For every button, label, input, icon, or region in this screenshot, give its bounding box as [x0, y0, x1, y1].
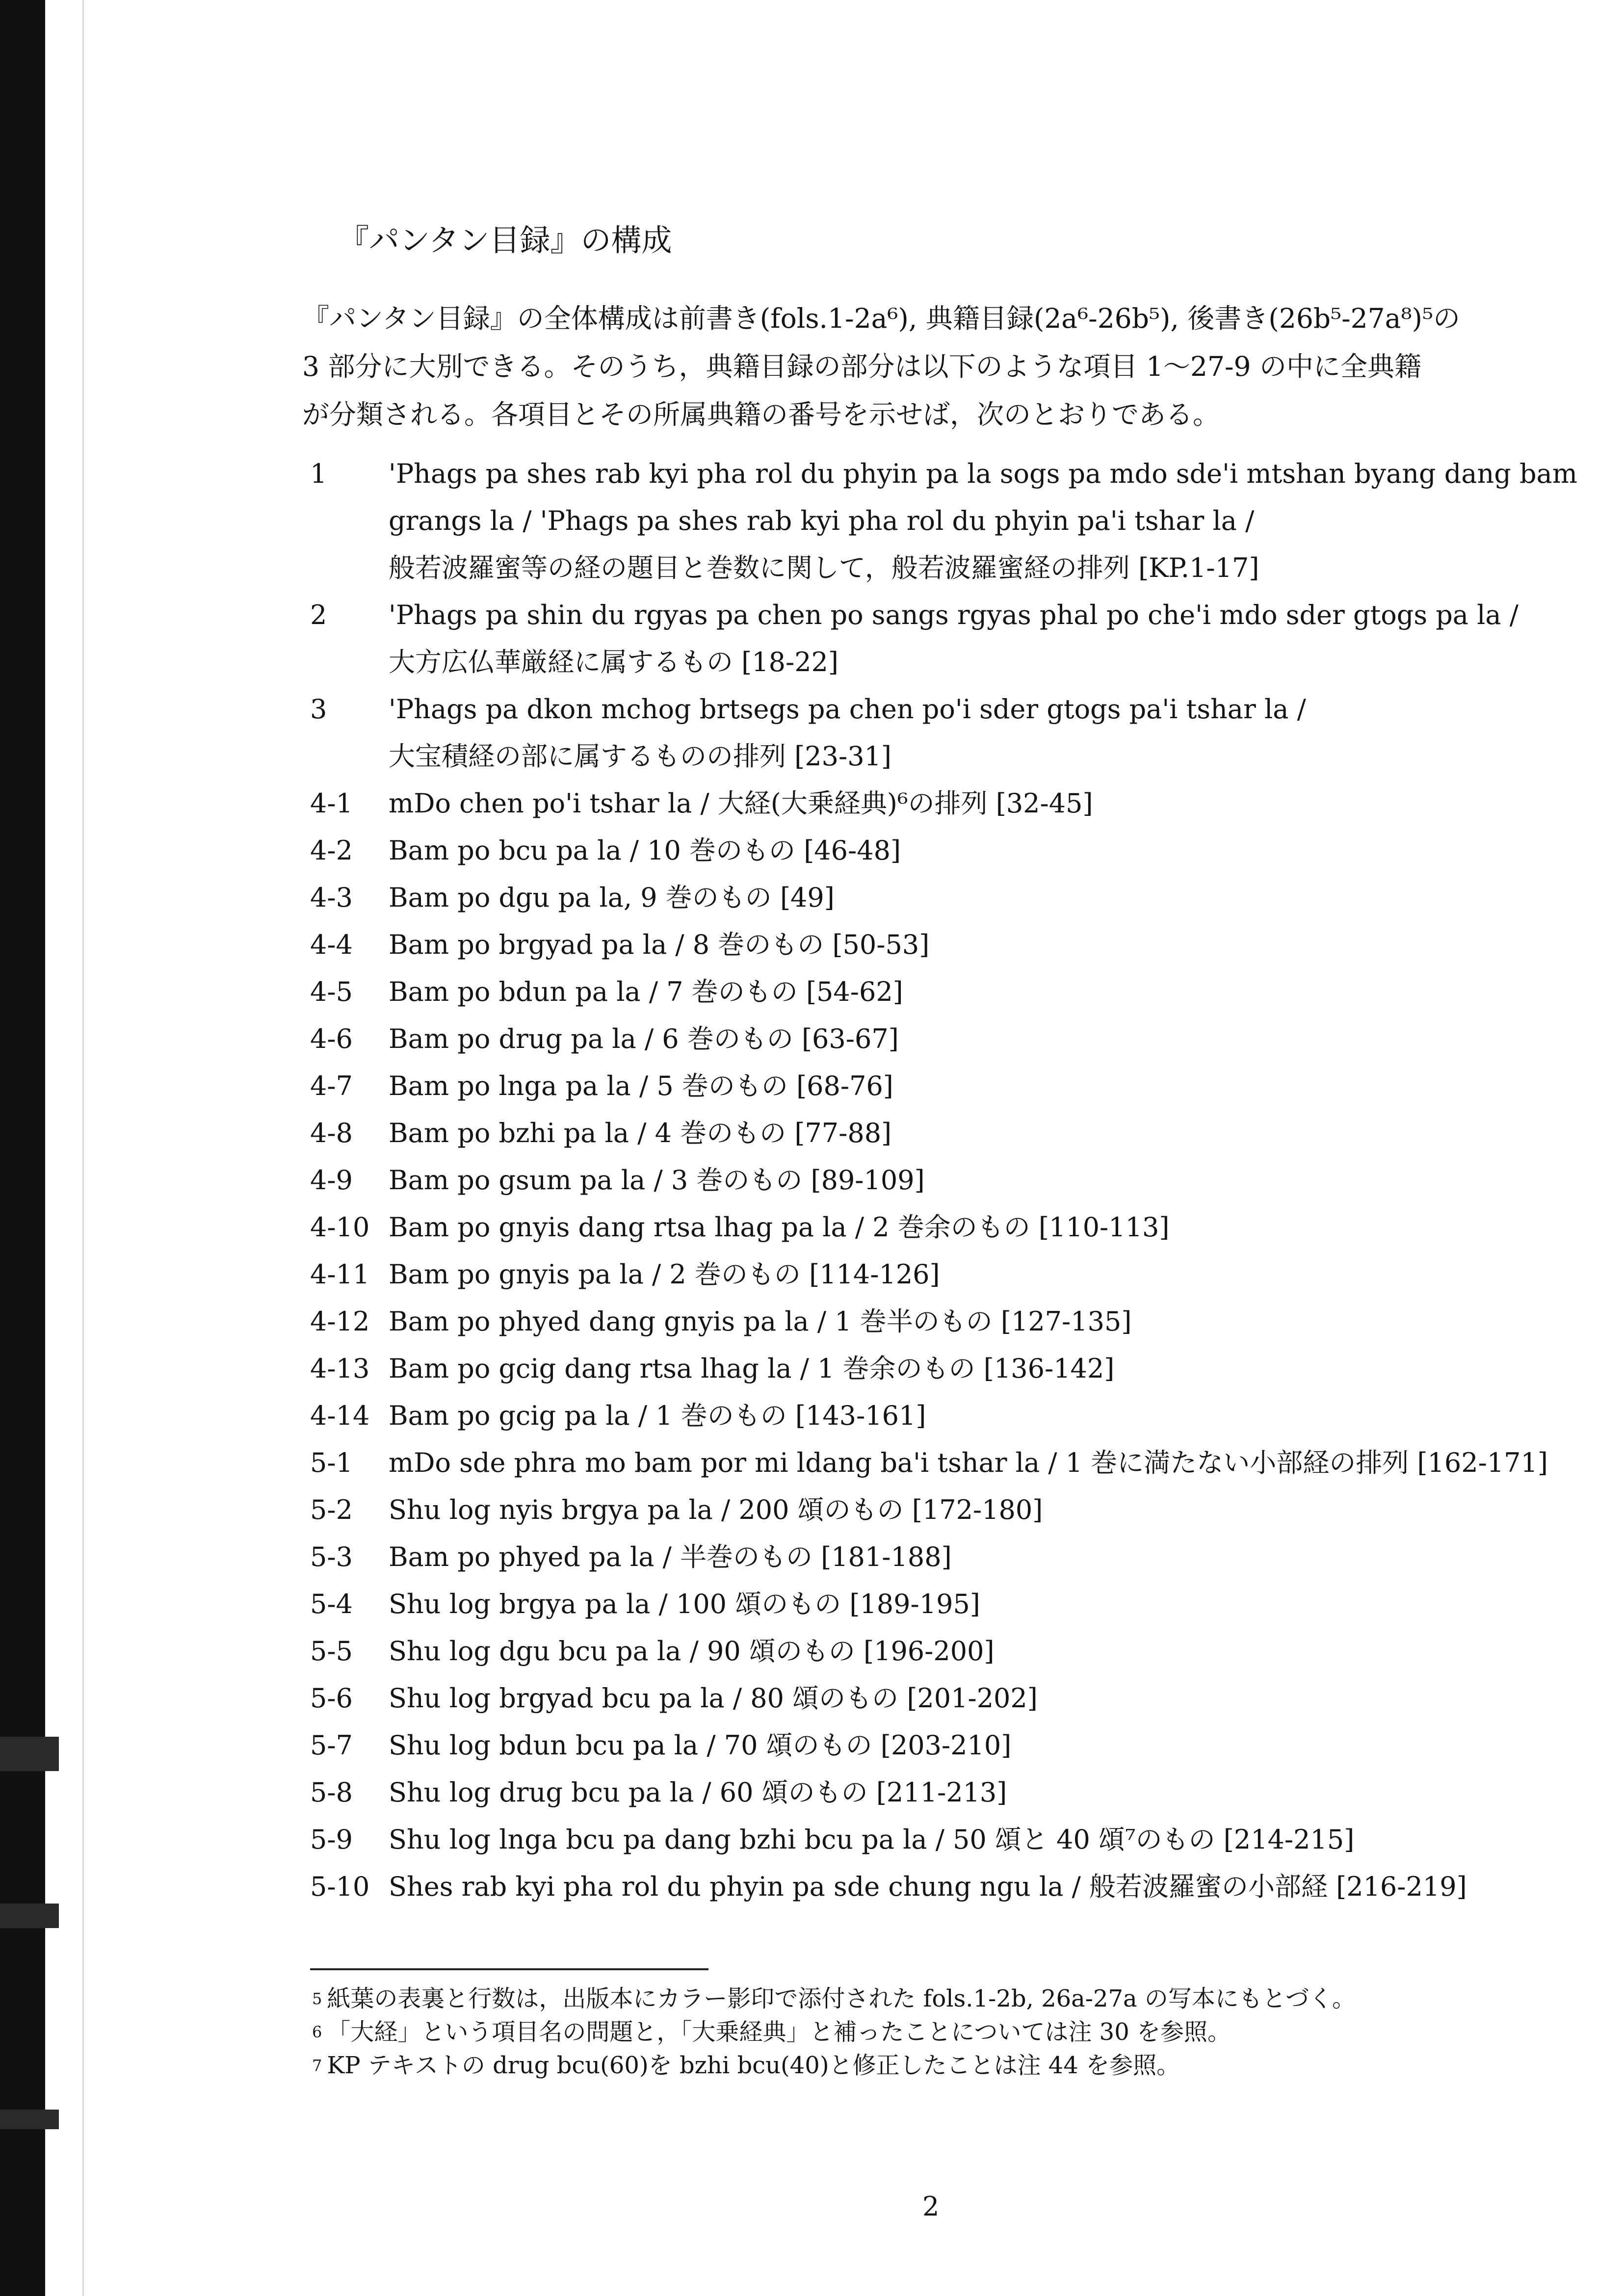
entry-line: Bam po brgyad pa la / 8 巻のもの [50-53] — [389, 929, 930, 960]
entry-number: 4-6 — [310, 1023, 353, 1054]
catalog-entry — [310, 1063, 1546, 1110]
footnote-mark: 5 — [312, 1989, 322, 2008]
catalog-entry — [310, 1016, 1546, 1063]
catalog-entry — [310, 1675, 1546, 1722]
entry-line: Bam po bcu pa la / 10 巻のもの [46-48] — [389, 835, 901, 866]
catalog-entry — [310, 1110, 1546, 1157]
footnote — [312, 1982, 1568, 2015]
entry-number: 5-10 — [310, 1871, 370, 1902]
entry-number: 5-9 — [310, 1824, 353, 1855]
entry-number: 4-14 — [310, 1400, 370, 1431]
scan-mark — [0, 1904, 59, 1928]
catalog-entry — [310, 1534, 1546, 1581]
entry-line: Shu log dgu bcu pa la / 90 頌のもの [196-200] — [389, 1636, 995, 1667]
entry-text — [389, 1204, 1546, 1251]
intro-line: 3 部分に大別できる。そのうち，典籍目録の部分は以下のような項目 1～27-9 の中に全典籍 — [302, 351, 1421, 382]
entry-text — [389, 1534, 1546, 1581]
entry-number: 4-3 — [310, 882, 353, 913]
catalog-entry — [310, 1487, 1546, 1534]
entry-line: Bam po bdun pa la / 7 巻のもの [54-62] — [389, 976, 903, 1007]
scan-mark — [0, 2110, 59, 2129]
entry-text — [389, 1675, 1546, 1722]
catalog-entry — [310, 592, 1546, 686]
entry-line: grangs la / 'Phags pa shes rab kyi pha rol du phyin pa'i tshar la / — [389, 505, 1255, 536]
entry-line: Shu log nyis brgya pa la / 200 頌のもの [172-180] — [389, 1494, 1043, 1525]
entry-text — [389, 1298, 1546, 1345]
catalog-entry — [310, 1769, 1546, 1816]
catalog-entry — [310, 874, 1546, 921]
entry-text — [389, 1628, 1546, 1675]
entry-line: Shu log bdun bcu pa la / 70 頌のもの [203-210] — [389, 1730, 1012, 1761]
catalog-entry — [310, 450, 1577, 592]
footnote-divider — [310, 1968, 708, 1970]
entry-number: 1 — [310, 458, 327, 489]
entry-line: Bam po dgu pa la, 9 巻のもの [49] — [389, 882, 835, 913]
entry-line: Shes rab kyi pha rol du phyin pa sde chung ngu la / 般若波羅蜜の小部経 [216-219] — [389, 1871, 1467, 1902]
entry-line: mDo sde phra mo bam por mi ldang ba'i tshar la / 1 巻に満たない小部経の排列 [162-171] — [389, 1447, 1548, 1478]
entry-number: 4-5 — [310, 976, 353, 1007]
entry-line: Shu log brgyad bcu pa la / 80 頌のもの [201-202] — [389, 1683, 1038, 1714]
entry-text — [389, 1769, 1546, 1816]
entry-number: 4-13 — [310, 1353, 370, 1384]
entry-line: Bam po gnyis dang rtsa lhag pa la / 2 巻余のもの [110-113] — [389, 1212, 1170, 1243]
catalog-entry — [310, 1628, 1546, 1675]
entry-number: 4-7 — [310, 1070, 353, 1101]
catalog-entry — [310, 968, 1546, 1016]
scan-mark — [0, 1737, 59, 1771]
entry-text — [389, 1063, 1546, 1110]
entry-line: Bam po gcig pa la / 1 巻のもの [143-161] — [389, 1400, 926, 1431]
entry-number: 5-8 — [310, 1777, 353, 1808]
catalog-entry — [310, 1581, 1546, 1628]
entry-text — [389, 1487, 1546, 1534]
entry-line: 'Phags pa shin du rgyas pa chen po sangs rgyas phal po che'i mdo sder gtogs pa la / — [389, 600, 1519, 630]
catalog-entry — [310, 1204, 1546, 1251]
entry-text — [389, 1863, 1546, 1910]
footnotes — [312, 1982, 1568, 2082]
entry-line: Bam po phyed dang gnyis pa la / 1 巻半のもの [127-135] — [389, 1306, 1132, 1337]
entry-line: 'Phags pa shes rab kyi pha rol du phyin pa la sogs pa mdo sde'i mtshan byang dang bam — [389, 458, 1577, 489]
entry-line: Shu log drug bcu pa la / 60 頌のもの [211-213] — [389, 1777, 1007, 1808]
intro-line: 『パンタン目録』の全体構成は前書き(fols.1-2a⁶), 典籍目録(2a⁶-26b⁵), 後書き(26b⁵-27a⁸)⁵の — [302, 303, 1461, 334]
catalog-entry — [310, 921, 1546, 968]
entry-text — [389, 1016, 1546, 1063]
entry-number: 4-8 — [310, 1118, 353, 1148]
entry-text — [389, 1157, 1546, 1204]
footnote-text: KP テキストの drug bcu(60)を bzhi bcu(40)と修正したことは注 44 を参照。 — [327, 2052, 1180, 2079]
entry-text — [389, 921, 1546, 968]
footnote-mark: 7 — [312, 2056, 322, 2075]
catalog-entry — [310, 1157, 1546, 1204]
entry-text — [389, 827, 1546, 874]
entry-text — [389, 1392, 1546, 1439]
entry-number: 4-4 — [310, 929, 353, 960]
entry-text — [389, 1816, 1546, 1863]
footnote — [312, 2049, 1568, 2082]
entry-line: Bam po gsum pa la / 3 巻のもの [89-109] — [389, 1165, 925, 1196]
entry-line: Shu log brgya pa la / 100 頌のもの [189-195] — [389, 1589, 980, 1619]
entry-number: 5-5 — [310, 1636, 353, 1667]
entry-line: Bam po phyed pa la / 半巻のもの [181-188] — [389, 1541, 952, 1572]
entry-number: 4-10 — [310, 1212, 370, 1243]
catalog-entry — [310, 1439, 1546, 1487]
entry-line: Bam po lnga pa la / 5 巻のもの [68-76] — [389, 1070, 893, 1101]
entry-line: Bam po drug pa la / 6 巻のもの [63-67] — [389, 1023, 899, 1054]
entry-text — [389, 1722, 1546, 1769]
catalog-entry — [310, 1345, 1546, 1392]
entry-line: 大方広仏華厳経に属するもの [18-22] — [389, 647, 838, 678]
catalog-entry — [310, 827, 1546, 874]
entry-number: 4-11 — [310, 1259, 370, 1290]
entry-text — [389, 1439, 1548, 1487]
intro-paragraph — [302, 294, 1539, 439]
catalog-entry — [310, 1816, 1546, 1863]
scan-edge-shadow — [0, 0, 45, 2296]
entry-text — [389, 450, 1577, 592]
page-number: 2 — [922, 2191, 940, 2222]
footnote-text: 「大経」という項目名の問題と，「大乗経典」と補ったことについては注 30 を参照。 — [327, 2018, 1231, 2046]
catalog-list — [310, 450, 1577, 1910]
entry-number: 3 — [310, 694, 327, 725]
catalog-entry — [310, 1298, 1546, 1345]
intro-line: が分類される。各項目とその所属典籍の番号を示せば，次のとおりである。 — [302, 399, 1220, 430]
entry-line: mDo chen po'i tshar la / 大経(大乗経典)⁶の排列 [32-45] — [389, 788, 1093, 819]
entry-number: 5-3 — [310, 1541, 353, 1572]
entry-line: Bam po gcig dang rtsa lhag la / 1 巻余のもの [136-142] — [389, 1353, 1115, 1384]
footnote-mark: 6 — [312, 2023, 322, 2041]
entry-text — [389, 592, 1546, 686]
entry-line: 'Phags pa dkon mchog brtsegs pa chen po'i sder gtogs pa'i tshar la / — [389, 694, 1306, 725]
entry-text — [389, 1110, 1546, 1157]
catalog-entry — [310, 780, 1546, 827]
entry-number: 4-1 — [310, 788, 353, 819]
entry-line: 般若波羅蜜等の経の題目と巻数に関して，般若波羅蜜経の排列 [KP.1-17] — [389, 552, 1259, 583]
entry-number: 5-7 — [310, 1730, 353, 1761]
entry-number: 2 — [310, 600, 327, 630]
entry-text — [389, 1251, 1546, 1298]
catalog-entry — [310, 1392, 1546, 1439]
entry-text — [389, 874, 1546, 921]
entry-text — [389, 1345, 1546, 1392]
entry-text — [389, 1581, 1546, 1628]
entry-number: 4-2 — [310, 835, 353, 866]
entry-line: 大宝積経の部に属するものの排列 [23-31] — [389, 741, 891, 772]
entry-number: 4-9 — [310, 1165, 353, 1196]
entry-text — [389, 686, 1546, 780]
catalog-entry — [310, 1863, 1546, 1910]
entry-text — [389, 968, 1546, 1016]
catalog-entry — [310, 686, 1546, 780]
footnote-text: 紙葉の表裏と行数は，出版本にカラー影印で添付された fols.1-2b, 26a-27a の写本にもとづく。 — [327, 1985, 1356, 2012]
entry-number: 5-2 — [310, 1494, 353, 1525]
footnote — [312, 2015, 1568, 2049]
entry-number: 5-4 — [310, 1589, 353, 1619]
entry-text — [389, 780, 1546, 827]
catalog-entry — [310, 1722, 1546, 1769]
entry-line: Shu log lnga bcu pa dang bzhi bcu pa la / 50 頌と 40 頌⁷のもの [214-215] — [389, 1824, 1355, 1855]
catalog-entry — [310, 1251, 1546, 1298]
entry-number: 4-12 — [310, 1306, 370, 1337]
entry-line: Bam po gnyis pa la / 2 巻のもの [114-126] — [389, 1259, 940, 1290]
section-title: 『パンタン目録』の構成 — [339, 222, 672, 258]
entry-line: Bam po bzhi pa la / 4 巻のもの [77-88] — [389, 1118, 892, 1148]
entry-number: 5-1 — [310, 1447, 353, 1478]
scan-fold-line — [82, 0, 84, 2296]
entry-number: 5-6 — [310, 1683, 353, 1714]
